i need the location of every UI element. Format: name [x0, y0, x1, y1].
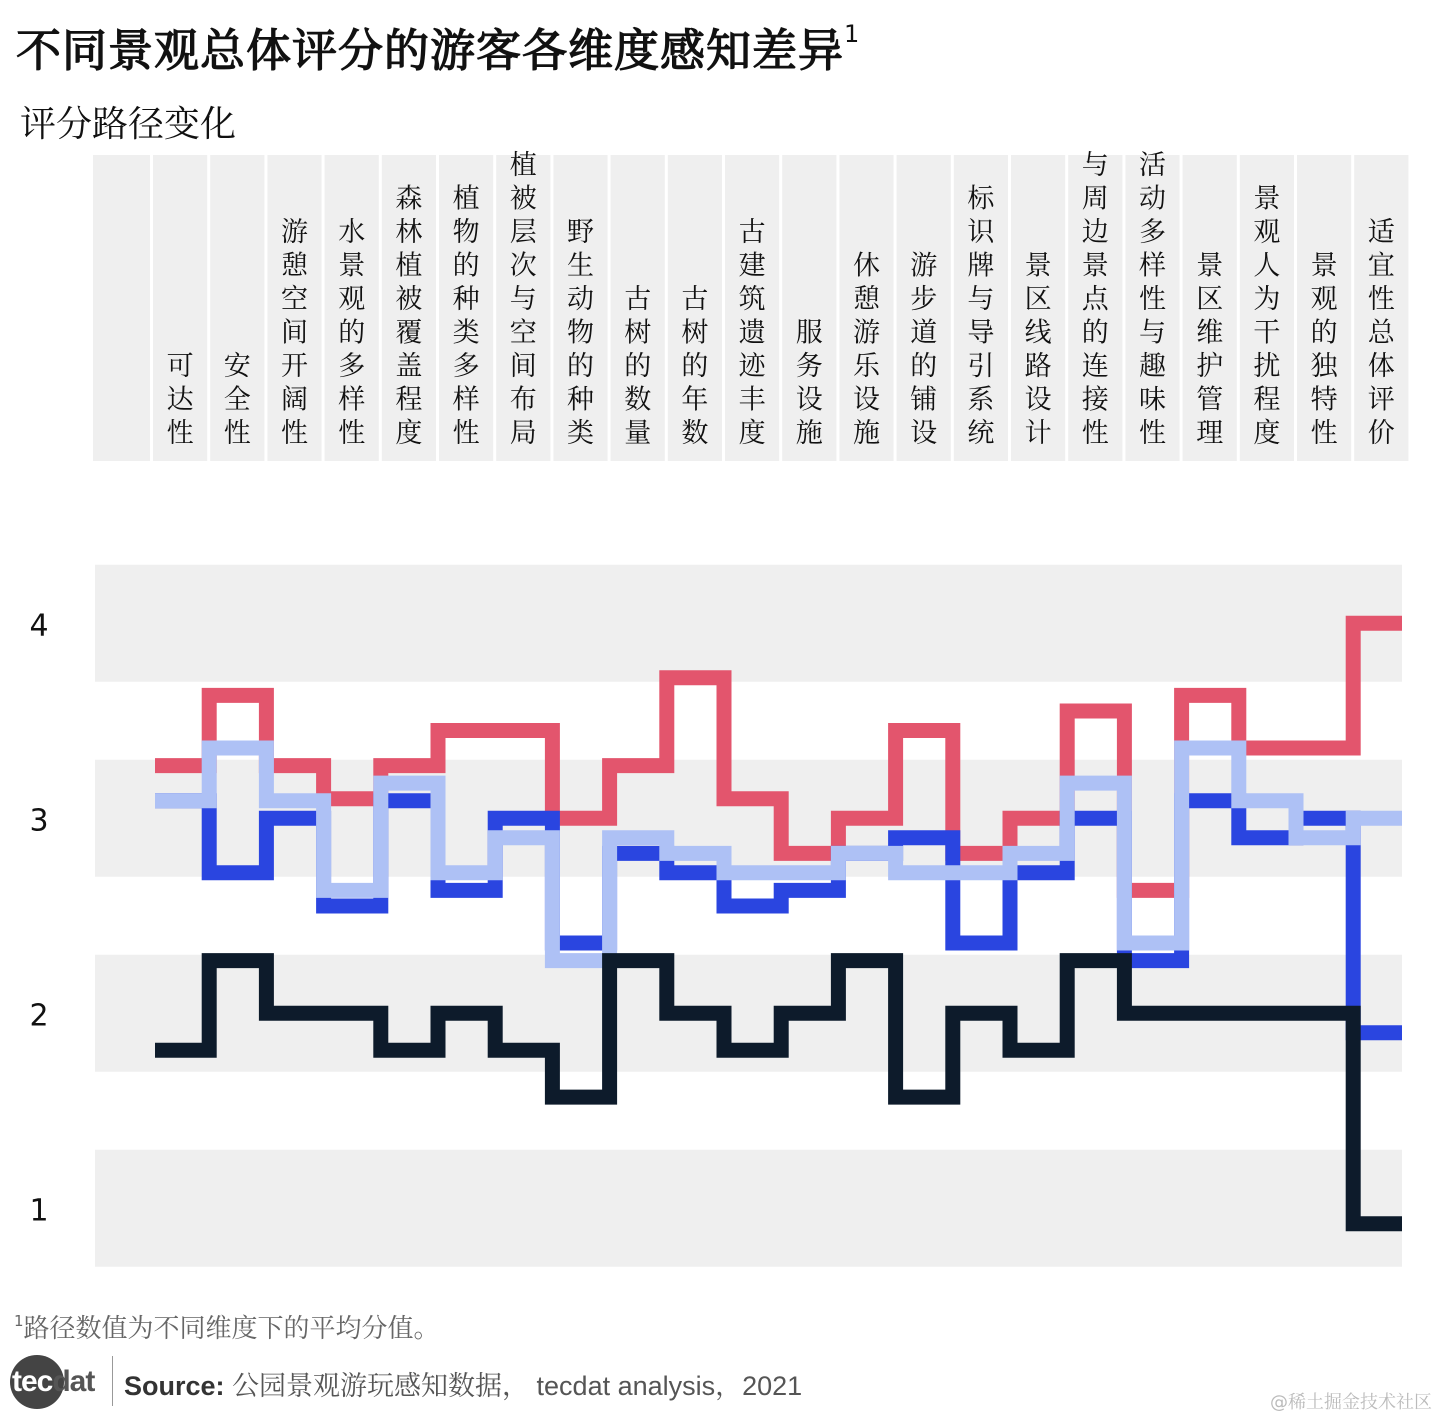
y-tick-label: 4 [29, 608, 49, 644]
category-label: 服务设施 [795, 317, 823, 449]
header-blank-cell [93, 155, 150, 461]
category-label: 古建筑遗迹丰度 [738, 217, 766, 449]
category-label: 适宜性总体评价 [1367, 217, 1395, 449]
category-label: 可达性 [166, 351, 194, 449]
category-label: 景观人为干扰程度 [1253, 183, 1281, 449]
category-label: 水景观的多样性 [338, 217, 366, 449]
footnote: $^1$路径数值为不同维度下的平均分值。 [14, 1312, 440, 1344]
category-label: 游步道的铺设 [910, 250, 938, 449]
category-label: 景区线路设计 [1024, 250, 1052, 449]
category-label: 标识牌与导引系统 [967, 183, 995, 449]
category-label: 活动多样性与趣味性 [1139, 150, 1166, 449]
tecdat-logo: tecdat [10, 1355, 106, 1411]
category-label: 森林植被覆盖程度 [395, 183, 423, 449]
chart-subtitle: 评分路径变化 [20, 104, 237, 145]
y-tick-label: 2 [29, 998, 49, 1034]
category-label: 景区维护管理 [1196, 250, 1224, 449]
score-band [95, 1150, 1402, 1267]
score-band [95, 565, 1402, 682]
category-label: 植物的种类多样性 [452, 183, 480, 449]
category-label: 植被层次与空间布局 [509, 150, 537, 449]
divider [112, 1356, 113, 1406]
chart-title: 不同景观总体评分的游客各维度感知差异$^1$ [16, 20, 861, 77]
category-label: 古树的年数 [681, 284, 709, 449]
category-label: 休憩游乐设施 [853, 250, 880, 449]
watermark: @稀土掘金技术社区 [1270, 1392, 1432, 1413]
category-label: 景观的独特性 [1310, 250, 1338, 449]
category-label: 野生动物的种类 [567, 217, 594, 449]
source-line: Source: 公园景观游玩感知数据， tecdat analysis，2021 [124, 1371, 803, 1401]
category-label: 与周边景点的连接性 [1081, 150, 1109, 449]
y-tick-label: 1 [29, 1193, 49, 1229]
y-tick-label: 3 [29, 803, 49, 839]
category-label: 安全性 [223, 351, 251, 449]
category-label: 游憩空间开阔性 [281, 217, 308, 449]
category-label: 古树的数量 [624, 284, 652, 449]
